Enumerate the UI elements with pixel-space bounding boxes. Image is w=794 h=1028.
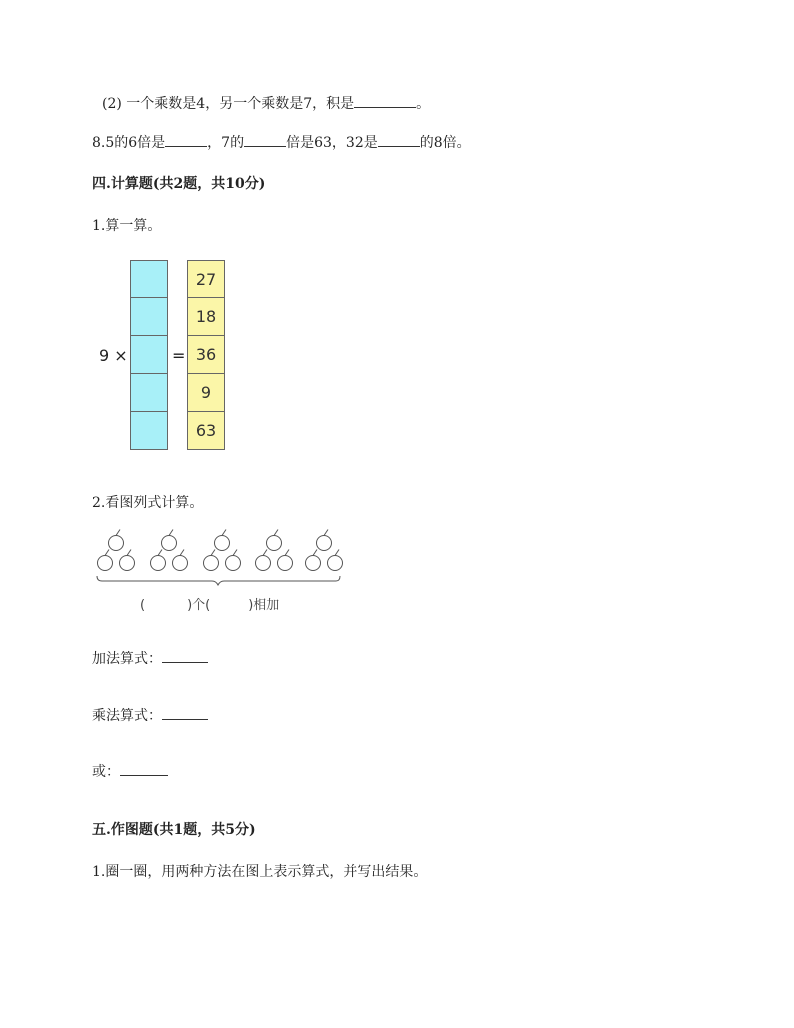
fill-question-2: [102, 93, 430, 114]
result-cell: [187, 336, 225, 374]
fill-question-3-part2: ，7的: [207, 135, 245, 151]
apple-icon: [306, 556, 321, 571]
fill-question-3-part4: 的8倍。: [419, 135, 471, 151]
apples-illustration: [94, 527, 344, 589]
multiplication-row: [92, 705, 208, 726]
multiplier-label: 9 ×: [99, 346, 128, 365]
apple-stem: [211, 550, 215, 556]
answer-blank[interactable]: [165, 132, 207, 147]
apple-icon: [267, 536, 282, 551]
apple-stem: [116, 530, 120, 536]
addition-row: [92, 648, 208, 669]
or-label: 或：: [92, 764, 120, 780]
apple-icon: [328, 556, 343, 571]
answer-blank[interactable]: [354, 93, 416, 108]
apple-stem: [324, 530, 328, 536]
fill-question-3-part3: 倍是63，32是: [286, 135, 378, 151]
apple-icon: [256, 556, 271, 571]
apple-stem: [285, 550, 289, 556]
or-row: [92, 761, 168, 782]
answer-blank[interactable]: [244, 132, 286, 147]
apple-icon: [120, 556, 135, 571]
caption-add-text: )相加: [248, 598, 280, 613]
apple-stem: [169, 530, 173, 536]
or-answer-blank[interactable]: [120, 761, 168, 776]
apple-stem: [158, 550, 162, 556]
answer-cell[interactable]: [130, 412, 168, 450]
fill-question-2-text: (2) 一个乘数是4，另一个乘数是7，积是: [102, 96, 355, 112]
answer-cell[interactable]: [130, 298, 168, 336]
equals-sign: =: [172, 346, 186, 365]
fill-question-3-part1: 8.5的6倍是: [92, 135, 166, 151]
apple-stem: [180, 550, 184, 556]
apple-stem: [222, 530, 226, 536]
answer-cell[interactable]: [130, 260, 168, 298]
apple-icon: [215, 536, 230, 551]
result-value: 63: [195, 421, 217, 440]
caption-open-paren: (: [140, 598, 146, 613]
apple-stem: [335, 550, 339, 556]
answer-cell[interactable]: [130, 374, 168, 412]
apple-stem: [105, 550, 109, 556]
fill-question-3: [92, 132, 471, 153]
apple-stem: [274, 530, 278, 536]
apple-stem: [263, 550, 267, 556]
result-cell: [187, 298, 225, 336]
multiplication-label: 乘法算式：: [92, 708, 162, 724]
result-value: 27: [195, 270, 217, 289]
result-cell: [187, 374, 225, 412]
apple-icon: [151, 556, 166, 571]
answer-cell[interactable]: [130, 336, 168, 374]
apple-icon: [98, 556, 113, 571]
result-column: [187, 260, 225, 450]
question-4-1: 1.算一算。: [92, 218, 162, 234]
apple-icon: [173, 556, 188, 571]
apple-stem: [313, 550, 317, 556]
brace: [97, 576, 340, 585]
caption-times-text: )个(: [187, 598, 211, 613]
apple-stem: [127, 550, 131, 556]
apple-icon: [317, 536, 332, 551]
result-cell: [187, 260, 225, 298]
multiplication-answer-blank[interactable]: [162, 705, 208, 720]
answer-column: [130, 260, 168, 450]
result-value: 36: [195, 345, 217, 364]
result-value: 9: [200, 383, 212, 402]
apples-caption: [140, 594, 279, 613]
apple-icon: [204, 556, 219, 571]
addition-label: 加法算式：: [92, 651, 162, 667]
result-value: 18: [195, 307, 217, 326]
question-5-1: 1.圈一圈，用两种方法在图上表示算式，并写出结果。: [92, 864, 428, 880]
fill-question-2-suffix: 。: [416, 96, 431, 112]
question-4-2: 2.看图列式计算。: [92, 495, 204, 511]
addition-answer-blank[interactable]: [162, 648, 208, 663]
apple-icon: [109, 536, 124, 551]
answer-blank[interactable]: [378, 132, 420, 147]
section-4-heading: 四.计算题(共2题，共10分): [92, 176, 266, 192]
apple-icon: [278, 556, 293, 571]
apple-stem: [233, 550, 237, 556]
apple-icon: [226, 556, 241, 571]
result-cell: [187, 412, 225, 450]
apple-icon: [162, 536, 177, 551]
section-5-heading: 五.作图题(共1题，共5分): [92, 822, 256, 838]
multiplication-diagram: [95, 258, 235, 458]
